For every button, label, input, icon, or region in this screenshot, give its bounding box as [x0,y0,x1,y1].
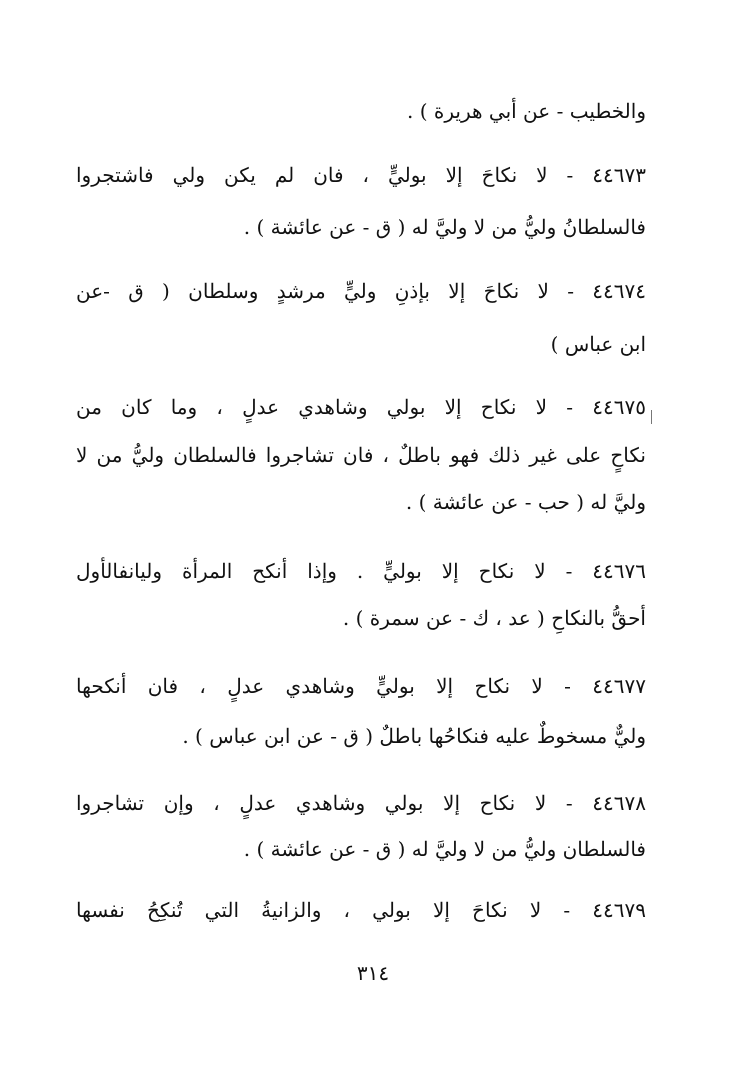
text-line: أحقُّ بالنكاحِ ( عد ، ك - عن سمرة ) . [342,606,646,630]
text-line: ٤٤٦٧٤ - لا نكاحَ إلا بإذنِ وليٍّ مرشدٍ وسلطان ( ق -عن [76,279,646,303]
text-line: وليٌّ مسخوطٌ عليه فنكاحُها باطلٌ ( ق - عن ابن عباس ) . [182,724,646,748]
text-line: فالسلطانُ وليُّ من لا وليَّ له ( ق - عن عائشة ) . [243,215,646,239]
text-line: ٤٤٦٧٣ - لا نكاحَ إلا بوليٍّ ، فان لم يكن ولي فاشتجروا [76,163,646,187]
text-line: ٤٤٦٧٩ - لا نكاحَ إلا بولي ، والزانيةُ التي تُنكِحُ نفسها [76,898,646,922]
text-line: وليَّ له ( حب - عن عائشة ) . [405,490,646,514]
text-line: ٤٤٦٧٧ - لا نكاح إلا بوليٍّ وشاهدي عدلٍ ، فان أنكحها [76,674,646,698]
text-line: نكاحٍ على غير ذلك فهو باطلٌ ، فان تشاجروا فالسلطان وليُّ من لا [76,443,646,467]
text-line: ٤٤٦٧٥ - لا نكاح إلا بولي وشاهدي عدلٍ ، وما كان من [76,395,646,419]
text-line: ٤٤٦٧٨ - لا نكاح إلا بولي وشاهدي عدلٍ ، وإن تشاجروا [76,791,646,815]
scan-mark [651,410,652,424]
text-line: ابن عباس ) [550,332,646,356]
text-line: ٤٤٦٧٦ - لا نكاح إلا بوليٍّ . وإذا أنكح المرأة وليانفالأول [76,559,646,583]
text-line: والخطيب - عن أبي هريرة ) . [407,99,646,123]
page-number: ٣١٤ [356,961,390,985]
text-line: فالسلطان وليُّ من لا وليَّ له ( ق - عن عائشة ) . [243,837,646,861]
